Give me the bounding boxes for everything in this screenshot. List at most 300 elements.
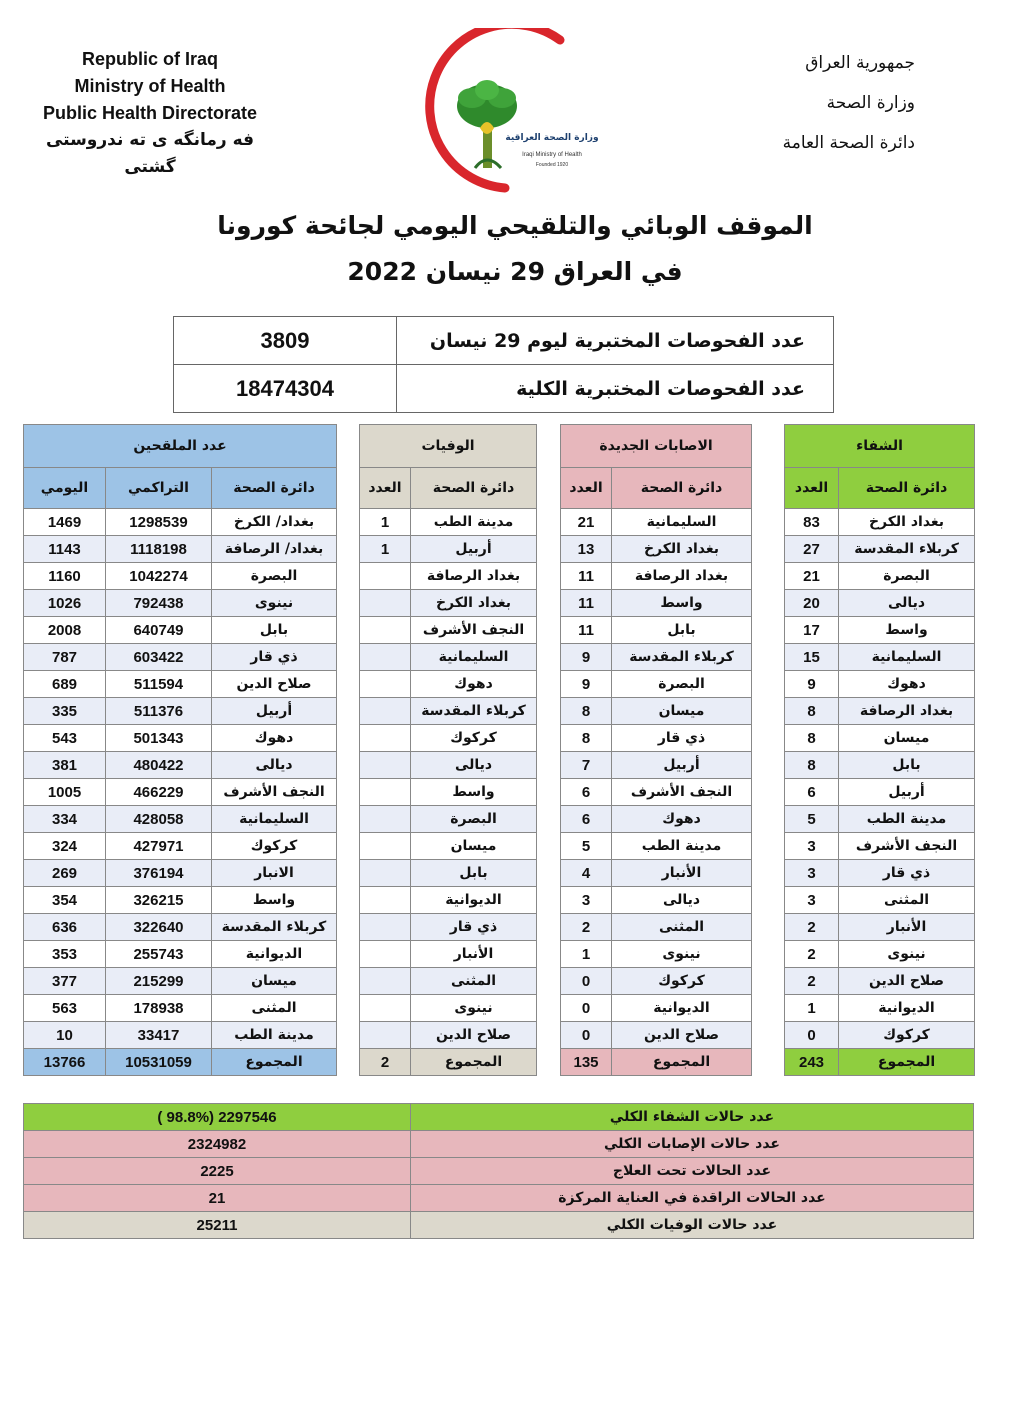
table-row xyxy=(24,617,975,644)
spacer xyxy=(537,725,561,752)
spacer xyxy=(752,806,785,833)
cell-r-dir: الأنبار xyxy=(839,914,975,941)
cell-r-count: 6 xyxy=(785,779,839,806)
cell-v-dir: البصرة xyxy=(212,563,337,590)
title-line-1: الموقف الوبائي والتلقيحي اليومي لجائحة كورونا xyxy=(217,211,813,240)
cell-r-dir: الديوانية xyxy=(839,995,975,1022)
cell-v-dir: المثنى xyxy=(212,995,337,1022)
report-title xyxy=(150,203,880,295)
spacer xyxy=(752,468,785,509)
daily-stats-body xyxy=(24,425,975,1076)
logo-text-ar: وزارة الصحة العراقية xyxy=(505,133,599,143)
cell-d-dir: ميسان xyxy=(411,833,537,860)
col-count: العدد xyxy=(785,468,839,509)
cell-r-count: 3 xyxy=(785,887,839,914)
spacer xyxy=(752,1022,785,1049)
cell-r-dir: بغداد الكرخ xyxy=(839,509,975,536)
spacer xyxy=(752,752,785,779)
spacer xyxy=(537,833,561,860)
cell-v-cum: 792438 xyxy=(106,590,212,617)
cell-v-daily: 381 xyxy=(24,752,106,779)
cell-c-count: 6 xyxy=(561,779,612,806)
cell-c-dir: النجف الأشرف xyxy=(612,779,752,806)
title-line-2: في العراق 29 نيسان 2022 xyxy=(347,257,683,286)
summary-row xyxy=(24,1185,974,1212)
cell-d-count xyxy=(360,563,411,590)
total-r-count: 243 xyxy=(785,1049,839,1076)
cell-r-count: 0 xyxy=(785,1022,839,1049)
cell-v-dir: بغداد/ الكرخ xyxy=(212,509,337,536)
spacer xyxy=(337,509,360,536)
table-row xyxy=(24,833,975,860)
summary-label: عدد حالات الشفاء الكلي xyxy=(411,1104,974,1131)
cell-v-daily: 563 xyxy=(24,995,106,1022)
summary-value: 25211 xyxy=(24,1212,411,1239)
col-directorate: دائرة الصحة xyxy=(411,468,537,509)
daily-stats-table xyxy=(23,424,975,1076)
cell-c-count: 1 xyxy=(561,941,612,968)
cell-v-daily: 689 xyxy=(24,671,106,698)
spacer xyxy=(752,644,785,671)
cell-v-cum: 501343 xyxy=(106,725,212,752)
spacer xyxy=(537,536,561,563)
cell-c-dir: ذي قار xyxy=(612,725,752,752)
spacer xyxy=(537,914,561,941)
spacer xyxy=(752,425,785,468)
table-row xyxy=(24,968,975,995)
cell-d-dir: النجف الأشرف xyxy=(411,617,537,644)
cell-d-count xyxy=(360,752,411,779)
cell-d-count xyxy=(360,968,411,995)
section-vaccinated: عدد الملقحين xyxy=(24,425,337,468)
cell-d-count xyxy=(360,887,411,914)
cell-d-count xyxy=(360,860,411,887)
spacer xyxy=(337,833,360,860)
spacer xyxy=(537,1022,561,1049)
cell-c-count: 0 xyxy=(561,995,612,1022)
cell-r-count: 8 xyxy=(785,725,839,752)
cell-d-count xyxy=(360,806,411,833)
cell-v-cum: 511376 xyxy=(106,698,212,725)
header-english xyxy=(30,46,270,181)
summary-label: عدد الحالات الراقدة في العناية المركزة xyxy=(411,1185,974,1212)
cell-v-dir: كربلاء المقدسة xyxy=(212,914,337,941)
cell-d-dir: بابل xyxy=(411,860,537,887)
spacer xyxy=(752,698,785,725)
cell-v-dir: نينوى xyxy=(212,590,337,617)
spacer xyxy=(537,617,561,644)
cell-c-dir: مدينة الطب xyxy=(612,833,752,860)
cell-v-cum: 215299 xyxy=(106,968,212,995)
table-row xyxy=(24,1022,975,1049)
spacer xyxy=(537,590,561,617)
spacer xyxy=(337,914,360,941)
cell-v-dir: مدينة الطب xyxy=(212,1022,337,1049)
cell-r-count: 27 xyxy=(785,536,839,563)
table-row xyxy=(24,995,975,1022)
cell-v-daily: 334 xyxy=(24,806,106,833)
section-recovered: الشفاء xyxy=(785,425,975,468)
spacer xyxy=(537,509,561,536)
spacer xyxy=(752,995,785,1022)
cell-c-dir: البصرة xyxy=(612,671,752,698)
spacer xyxy=(337,468,360,509)
spacer xyxy=(537,752,561,779)
header-ar-line-2: وزارة الصحة xyxy=(826,93,915,113)
cell-c-dir: ميسان xyxy=(612,698,752,725)
spacer xyxy=(537,698,561,725)
total-v-daily: 13766 xyxy=(24,1049,106,1076)
cell-d-dir: كركوك xyxy=(411,725,537,752)
cell-c-dir: الديوانية xyxy=(612,995,752,1022)
cell-d-dir: ديالى xyxy=(411,752,537,779)
cell-d-count xyxy=(360,914,411,941)
header-en-line-1: Republic of Iraq xyxy=(81,49,218,69)
cell-c-dir: صلاح الدين xyxy=(612,1022,752,1049)
cell-c-count: 4 xyxy=(561,860,612,887)
summary-label: عدد حالات الوفيات الكلي xyxy=(411,1212,974,1239)
cell-c-dir: واسط xyxy=(612,590,752,617)
cell-c-dir: بابل xyxy=(612,617,752,644)
cell-v-daily: 1026 xyxy=(24,590,106,617)
cell-c-count: 7 xyxy=(561,752,612,779)
cell-d-dir: مدينة الطب xyxy=(411,509,537,536)
cell-r-count: 8 xyxy=(785,698,839,725)
cell-r-dir: نينوى xyxy=(839,941,975,968)
cell-v-dir: النجف الأشرف xyxy=(212,779,337,806)
spacer xyxy=(752,536,785,563)
spacer xyxy=(752,671,785,698)
total-label: المجموع xyxy=(839,1049,975,1076)
summary-row xyxy=(24,1158,974,1185)
cell-c-count: 9 xyxy=(561,671,612,698)
cell-v-daily: 1143 xyxy=(24,536,106,563)
cell-c-dir: المثنى xyxy=(612,914,752,941)
spacer xyxy=(537,860,561,887)
summary-body xyxy=(24,1104,974,1239)
spacer xyxy=(337,644,360,671)
cell-v-daily: 2008 xyxy=(24,617,106,644)
cell-v-cum: 428058 xyxy=(106,806,212,833)
header-ar-line-1: جمهورية العراق xyxy=(805,53,915,73)
cell-v-cum: 1042274 xyxy=(106,563,212,590)
table-row xyxy=(24,941,975,968)
cell-v-cum: 376194 xyxy=(106,860,212,887)
cell-d-dir: ذي قار xyxy=(411,914,537,941)
cell-v-dir: صلاح الدين xyxy=(212,671,337,698)
totals-row xyxy=(24,1049,975,1076)
spacer xyxy=(537,563,561,590)
spacer xyxy=(337,1049,360,1076)
cell-r-count: 2 xyxy=(785,914,839,941)
cell-c-dir: السليمانية xyxy=(612,509,752,536)
spacer xyxy=(337,671,360,698)
table-row xyxy=(24,536,975,563)
cell-c-count: 11 xyxy=(561,563,612,590)
cell-r-dir: واسط xyxy=(839,617,975,644)
cell-r-dir: صلاح الدين xyxy=(839,968,975,995)
spacer xyxy=(752,833,785,860)
total-c-count: 135 xyxy=(561,1049,612,1076)
section-header-row xyxy=(24,425,975,468)
cell-c-count: 21 xyxy=(561,509,612,536)
spacer xyxy=(537,671,561,698)
spacer xyxy=(337,779,360,806)
cell-v-cum: 1298539 xyxy=(106,509,212,536)
cell-d-dir: بغداد الرصافة xyxy=(411,563,537,590)
cell-v-dir: ديالى xyxy=(212,752,337,779)
col-count: العدد xyxy=(360,468,411,509)
palm-tree-icon xyxy=(457,80,517,168)
cell-v-cum: 326215 xyxy=(106,887,212,914)
table-row xyxy=(24,752,975,779)
col-daily: اليومي xyxy=(24,468,106,509)
total-label: المجموع xyxy=(612,1049,752,1076)
ministry-logo xyxy=(410,28,610,198)
cell-d-count xyxy=(360,995,411,1022)
cell-c-count: 11 xyxy=(561,590,612,617)
cell-v-daily: 353 xyxy=(24,941,106,968)
cell-d-dir: واسط xyxy=(411,779,537,806)
col-directorate: دائرة الصحة xyxy=(212,468,337,509)
cell-v-dir: بابل xyxy=(212,617,337,644)
table-row xyxy=(24,725,975,752)
cell-c-dir: كربلاء المقدسة xyxy=(612,644,752,671)
spacer xyxy=(537,1049,561,1076)
cell-r-count: 17 xyxy=(785,617,839,644)
cell-r-count: 15 xyxy=(785,644,839,671)
cell-c-dir: بغداد الكرخ xyxy=(612,536,752,563)
cell-v-daily: 377 xyxy=(24,968,106,995)
cell-r-dir: ديالى xyxy=(839,590,975,617)
cell-d-dir: كربلاء المقدسة xyxy=(411,698,537,725)
cell-c-dir: دهوك xyxy=(612,806,752,833)
tests-total-label: عدد الفحوصات المختبرية الكلية xyxy=(397,365,834,413)
lab-tests-table xyxy=(173,316,834,413)
table-row xyxy=(24,671,975,698)
logo-text-en: Iraqi Ministry of Health xyxy=(522,152,582,158)
table-row xyxy=(24,860,975,887)
cell-c-count: 9 xyxy=(561,644,612,671)
cell-r-count: 3 xyxy=(785,860,839,887)
cell-v-dir: بغداد/ الرصافة xyxy=(212,536,337,563)
cell-c-dir: بغداد الرصافة xyxy=(612,563,752,590)
total-v-cum: 10531059 xyxy=(106,1049,212,1076)
cell-v-cum: 33417 xyxy=(106,1022,212,1049)
cell-d-count xyxy=(360,590,411,617)
cell-d-dir: الديوانية xyxy=(411,887,537,914)
cell-v-cum: 178938 xyxy=(106,995,212,1022)
section-deaths: الوفيات xyxy=(360,425,537,468)
cell-r-dir: المثنى xyxy=(839,887,975,914)
cell-v-daily: 1469 xyxy=(24,509,106,536)
cell-d-dir: الأنبار xyxy=(411,941,537,968)
cell-r-dir: كركوك xyxy=(839,1022,975,1049)
cell-d-count xyxy=(360,941,411,968)
cell-r-dir: البصرة xyxy=(839,563,975,590)
spacer xyxy=(337,752,360,779)
cell-d-dir: المثنى xyxy=(411,968,537,995)
cell-v-daily: 636 xyxy=(24,914,106,941)
cell-v-cum: 640749 xyxy=(106,617,212,644)
spacer xyxy=(337,425,360,468)
cell-r-count: 2 xyxy=(785,941,839,968)
cell-c-count: 8 xyxy=(561,725,612,752)
total-d-count: 2 xyxy=(360,1049,411,1076)
column-header-row xyxy=(24,468,975,509)
cell-v-dir: أربيل xyxy=(212,698,337,725)
cell-c-dir: نينوى xyxy=(612,941,752,968)
cell-v-daily: 354 xyxy=(24,887,106,914)
cell-r-count: 1 xyxy=(785,995,839,1022)
cell-d-count xyxy=(360,644,411,671)
cell-c-count: 0 xyxy=(561,968,612,995)
table-row xyxy=(24,914,975,941)
cell-c-count: 2 xyxy=(561,914,612,941)
cell-r-dir: السليمانية xyxy=(839,644,975,671)
tests-daily-value: 3809 xyxy=(174,317,397,365)
cell-v-dir: كركوك xyxy=(212,833,337,860)
col-count: العدد xyxy=(561,468,612,509)
cell-v-dir: الديوانية xyxy=(212,941,337,968)
cell-c-count: 11 xyxy=(561,617,612,644)
cell-v-dir: الانبار xyxy=(212,860,337,887)
cell-c-count: 0 xyxy=(561,1022,612,1049)
cell-d-dir: صلاح الدين xyxy=(411,1022,537,1049)
total-label: المجموع xyxy=(212,1049,337,1076)
cell-r-dir: أربيل xyxy=(839,779,975,806)
cell-v-daily: 324 xyxy=(24,833,106,860)
cell-v-daily: 1160 xyxy=(24,563,106,590)
spacer xyxy=(752,887,785,914)
cell-v-cum: 427971 xyxy=(106,833,212,860)
cell-c-count: 8 xyxy=(561,698,612,725)
spacer xyxy=(537,779,561,806)
cell-v-cum: 322640 xyxy=(106,914,212,941)
cell-d-count xyxy=(360,698,411,725)
cell-d-count xyxy=(360,671,411,698)
tests-total-value: 18474304 xyxy=(174,365,397,413)
spacer xyxy=(537,995,561,1022)
cell-d-count xyxy=(360,1022,411,1049)
table-row xyxy=(24,563,975,590)
cell-r-dir: بابل xyxy=(839,752,975,779)
table-row xyxy=(24,590,975,617)
summary-value: 2225 xyxy=(24,1158,411,1185)
cell-c-dir: الأنبار xyxy=(612,860,752,887)
cell-v-dir: واسط xyxy=(212,887,337,914)
cell-c-count: 6 xyxy=(561,806,612,833)
summary-label: عدد الحالات تحت العلاج xyxy=(411,1158,974,1185)
cell-r-count: 2 xyxy=(785,968,839,995)
header-ar-line-3: دائرة الصحة العامة xyxy=(782,133,915,153)
cell-v-daily: 269 xyxy=(24,860,106,887)
cell-v-cum: 1118198 xyxy=(106,536,212,563)
spacer xyxy=(752,563,785,590)
spacer xyxy=(537,887,561,914)
cell-d-dir: السليمانية xyxy=(411,644,537,671)
spacer xyxy=(537,968,561,995)
cell-d-dir: دهوك xyxy=(411,671,537,698)
spacer xyxy=(752,509,785,536)
cell-r-count: 3 xyxy=(785,833,839,860)
cell-r-count: 9 xyxy=(785,671,839,698)
spacer xyxy=(752,968,785,995)
cell-r-count: 5 xyxy=(785,806,839,833)
cell-r-dir: بغداد الرصافة xyxy=(839,698,975,725)
spacer xyxy=(337,725,360,752)
spacer xyxy=(337,806,360,833)
cell-d-count xyxy=(360,725,411,752)
summary-value: 21 xyxy=(24,1185,411,1212)
spacer xyxy=(337,887,360,914)
cell-v-daily: 335 xyxy=(24,698,106,725)
spacer xyxy=(337,698,360,725)
spacer xyxy=(537,468,561,509)
spacer xyxy=(752,725,785,752)
spacer xyxy=(537,941,561,968)
cell-r-dir: ميسان xyxy=(839,725,975,752)
spacer xyxy=(337,590,360,617)
cell-v-cum: 480422 xyxy=(106,752,212,779)
cell-d-dir: بغداد الكرخ xyxy=(411,590,537,617)
spacer xyxy=(337,536,360,563)
cell-v-dir: ذي قار xyxy=(212,644,337,671)
cell-d-dir: أربيل xyxy=(411,536,537,563)
cell-v-dir: ميسان xyxy=(212,968,337,995)
spacer xyxy=(752,779,785,806)
cell-c-count: 5 xyxy=(561,833,612,860)
logo-text-founded: Founded 1920 xyxy=(535,162,569,168)
cell-c-dir: أربيل xyxy=(612,752,752,779)
tests-row-total xyxy=(174,365,834,413)
cell-c-dir: كركوك xyxy=(612,968,752,995)
summary-row xyxy=(24,1131,974,1158)
total-label: المجموع xyxy=(411,1049,537,1076)
table-row xyxy=(24,644,975,671)
cell-r-dir: النجف الأشرف xyxy=(839,833,975,860)
cell-d-count xyxy=(360,833,411,860)
summary-table xyxy=(23,1103,974,1239)
cell-c-count: 13 xyxy=(561,536,612,563)
summary-row xyxy=(24,1212,974,1239)
col-directorate: دائرة الصحة xyxy=(612,468,752,509)
cell-v-daily: 787 xyxy=(24,644,106,671)
spacer xyxy=(752,941,785,968)
cell-v-cum: 255743 xyxy=(106,941,212,968)
cell-v-daily: 1005 xyxy=(24,779,106,806)
table-row xyxy=(24,509,975,536)
cell-v-dir: دهوك xyxy=(212,725,337,752)
cell-v-cum: 511594 xyxy=(106,671,212,698)
spacer xyxy=(337,860,360,887)
cell-v-daily: 10 xyxy=(24,1022,106,1049)
cell-d-count: 1 xyxy=(360,509,411,536)
tests-row-daily xyxy=(174,317,834,365)
header-en-line-3: Public Health Directorate xyxy=(42,103,258,123)
cell-d-count: 1 xyxy=(360,536,411,563)
spacer xyxy=(337,617,360,644)
table-row xyxy=(24,698,975,725)
summary-value: ( 98.8%) 2297546 xyxy=(24,1104,411,1131)
cell-v-cum: 603422 xyxy=(106,644,212,671)
header-en-line-2: Ministry of Health xyxy=(74,76,226,96)
header-arabic xyxy=(715,48,915,168)
spacer xyxy=(337,968,360,995)
cell-r-dir: ذي قار xyxy=(839,860,975,887)
cell-d-count xyxy=(360,779,411,806)
col-cumulative: التراكمي xyxy=(106,468,212,509)
